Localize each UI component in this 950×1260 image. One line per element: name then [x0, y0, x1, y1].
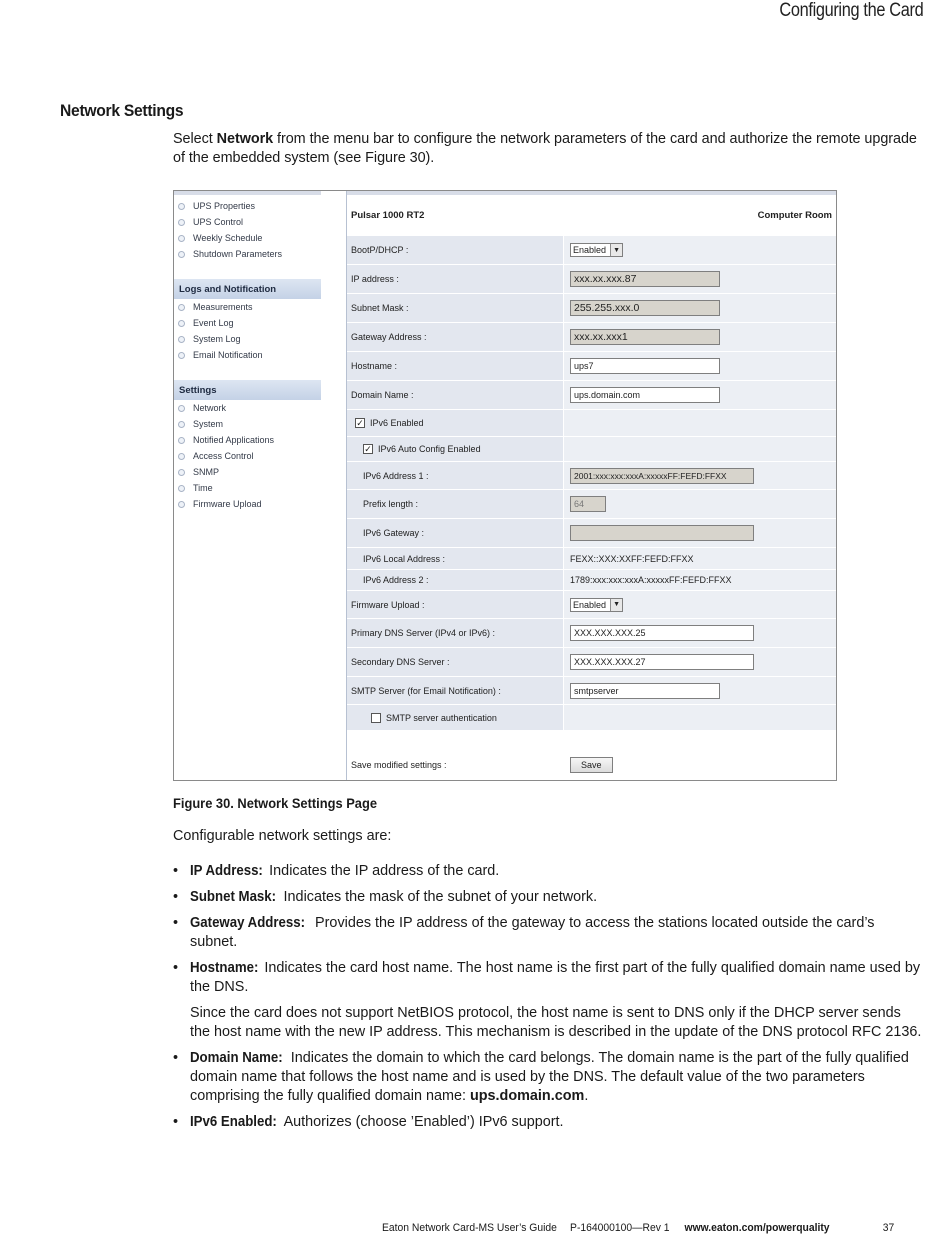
row-ipv6-gateway	[347, 518, 837, 547]
figure-caption: Figure 30. Network Settings Page	[173, 795, 377, 811]
label-primary-dns: Primary DNS Server (IPv4 or IPv6) :	[347, 619, 563, 647]
list-item: • Domain Name: Indicates the domain to which the card belongs. The domain name is the part of the fully qualified domain name that follows the host name and is used by the DNS. The default value of the two parameters comprising the fully qualified domain name: ups.domain.com.	[173, 1050, 909, 1104]
sidebar-item-email-notification[interactable]: Email Notification	[178, 348, 263, 362]
ipv6-gateway-field[interactable]	[570, 525, 754, 541]
bullet-icon	[178, 320, 185, 327]
bullet-icon	[178, 453, 185, 460]
row-gateway	[347, 322, 837, 351]
row-ipv6-address-2	[347, 569, 837, 590]
bullet-icon	[178, 251, 185, 258]
footer-doc-number: P-164000100—Rev 1	[570, 1222, 670, 1234]
bullet-icon	[178, 304, 185, 311]
label-ipv6-enabled: IPv6 Enabled	[370, 418, 424, 428]
network-settings-figure	[173, 190, 837, 781]
sidebar-item-access-control[interactable]: Access Control	[178, 449, 254, 463]
domain-name-field[interactable]: ups.domain.com	[570, 387, 720, 403]
label-ip-address: IP address :	[347, 265, 563, 293]
smtp-server-field[interactable]: smtpserver	[570, 683, 720, 699]
label-secondary-dns: Secondary DNS Server :	[347, 648, 563, 676]
sidebar-item-shutdown-parameters[interactable]: Shutdown Parameters	[178, 247, 282, 261]
row-ipv6-local	[347, 547, 837, 569]
label-subnet-mask: Subnet Mask :	[347, 294, 563, 322]
footer-guide-title: Eaton Network Card-MS User’s Guide	[382, 1222, 557, 1234]
chevron-down-icon: ▼	[610, 599, 622, 611]
label-ipv6-address-2: IPv6 Address 2 :	[347, 570, 563, 590]
bullet-icon	[178, 352, 185, 359]
row-ip-address	[347, 264, 837, 293]
settings-panel	[346, 191, 837, 780]
panel-header	[347, 195, 837, 235]
list-item: • Hostname: Indicates the card host name. The host name is the first part of the fully qualified domain name used by the DNS. Since the card does not support NetBIOS protocol, the host name is sent to DNS only if the DHCP server sends the host name with the new IP address. This mechanism is described in the update of the DNS protocol RFC 2136.	[173, 960, 922, 1040]
secondary-dns-field[interactable]: XXX.XXX.XXX.27	[570, 654, 754, 670]
row-primary-dns	[347, 618, 837, 647]
sidebar-item-system-log[interactable]: System Log	[178, 332, 241, 346]
bullet-icon	[178, 437, 185, 444]
sidebar-item-ups-control[interactable]: UPS Control	[178, 215, 243, 229]
label-firmware-upload: Firmware Upload :	[347, 591, 563, 618]
bullet-icon	[178, 501, 185, 508]
bullet-icon	[178, 469, 185, 476]
device-location: Computer Room	[757, 209, 832, 221]
ipv6-local-value: FEXX::XXX:XXFF:FEFD:FFXX	[564, 548, 837, 569]
sidebar-item-system[interactable]: System	[178, 417, 223, 431]
row-ipv6-address-1	[347, 461, 837, 489]
running-head: Configuring the Card	[779, 0, 923, 21]
sidebar-item-weekly-schedule[interactable]: Weekly Schedule	[178, 231, 262, 245]
row-secondary-dns	[347, 647, 837, 676]
hostname-field[interactable]: ups7	[570, 358, 720, 374]
row-bootp	[347, 235, 837, 264]
label-hostname: Hostname :	[347, 352, 563, 380]
list-item: • IP Address: Indicates the IP address of the card.	[173, 863, 500, 879]
label-smtp-server: SMTP Server (for Email Notification) :	[347, 677, 563, 704]
label-smtp-auth: SMTP server authentication	[386, 712, 497, 723]
row-ipv6-auto	[347, 436, 837, 461]
sidebar-menu	[174, 191, 321, 780]
row-prefix-length	[347, 489, 837, 518]
sidebar-item-time[interactable]: Time	[178, 481, 213, 495]
intro-paragraph: Select Network from the menu bar to configure the network parameters of the card and authorize the remote upgrade of the embedded system (see Figure 30).	[173, 131, 917, 166]
save-button[interactable]: Save	[570, 757, 613, 773]
subnet-mask-field[interactable]: 255.255.xxx.0	[570, 300, 720, 316]
footer-url[interactable]: www.eaton.com/powerquality	[684, 1222, 830, 1234]
bullet-icon	[178, 421, 185, 428]
section-title: Network Settings	[60, 101, 184, 120]
prefix-length-field[interactable]: 64	[570, 496, 606, 512]
lead-sentence: Configurable network settings are:	[173, 828, 392, 844]
settings-bullet-list	[173, 862, 923, 1139]
label-ipv6-auto-config: IPv6 Auto Config Enabled	[378, 444, 481, 454]
bullet-icon	[178, 405, 185, 412]
device-name: Pulsar 1000 RT2	[351, 209, 425, 221]
sidebar-item-notified-applications[interactable]: Notified Applications	[178, 433, 274, 447]
smtp-auth-checkbox[interactable]	[371, 713, 381, 723]
sidebar-item-network[interactable]: Network	[178, 401, 226, 415]
row-hostname	[347, 351, 837, 380]
ipv6-enabled-checkbox[interactable]: ✓	[356, 417, 364, 428]
label-ipv6-local: IPv6 Local Address :	[347, 548, 563, 569]
page-footer	[382, 1222, 894, 1234]
bullet-icon	[178, 336, 185, 343]
row-firmware-upload	[347, 590, 837, 618]
list-item: • IPv6 Enabled: Authorizes (choose ’Enabled’) IPv6 support.	[173, 1114, 564, 1130]
bullet-icon	[178, 219, 185, 226]
sidebar-item-snmp[interactable]: SNMP	[178, 465, 219, 479]
label-ipv6-address-1: IPv6 Address 1 :	[347, 462, 563, 489]
ipv6-address-2-value: 1789:xxx:xxx:xxxA:xxxxxFF:FEFD:FFXX	[564, 570, 837, 590]
sidebar-item-measurements[interactable]: Measurements	[178, 300, 253, 314]
sidebar-item-event-log[interactable]: Event Log	[178, 316, 234, 330]
row-smtp-auth	[347, 704, 837, 730]
label-domain-name: Domain Name :	[347, 381, 563, 409]
chevron-down-icon: ▼	[610, 244, 622, 256]
page-number: 37	[882, 1222, 895, 1234]
row-save	[347, 751, 837, 777]
bullet-icon	[178, 485, 185, 492]
row-domain-name	[347, 380, 837, 409]
list-item: • Gateway Address: Provides the IP address of the gateway to access the stations located outside the card’s subnet.	[173, 915, 875, 950]
gateway-address-field[interactable]: xxx.xx.xxx1	[570, 329, 720, 345]
primary-dns-field[interactable]: XXX.XXX.XXX.25	[570, 625, 754, 641]
row-subnet-mask	[347, 293, 837, 322]
list-item: • Subnet Mask: Indicates the mask of the subnet of your network.	[173, 889, 598, 905]
ipv6-auto-config-checkbox[interactable]: ✓	[364, 443, 372, 454]
sidebar-heading-logs: Logs and Notification	[174, 279, 321, 299]
ipv6-address-1-field[interactable]: 2001:xxx:xxx:xxxA:xxxxxFF:FEFD:FFXX	[570, 468, 754, 484]
firmware-upload-select[interactable]: Enabled ▼	[570, 598, 623, 612]
bullet-icon	[178, 203, 185, 210]
label-bootp: BootP/DHCP :	[347, 236, 563, 264]
label-prefix-length: Prefix length :	[347, 490, 563, 518]
label-gateway: Gateway Address :	[347, 323, 563, 351]
ip-address-field[interactable]: xxx.xx.xxx.87	[570, 271, 720, 287]
label-save-settings: Save modified settings :	[347, 752, 563, 777]
row-smtp-server	[347, 676, 837, 704]
sidebar-heading-settings: Settings	[174, 380, 321, 400]
hostname-note: Since the card does not support NetBIOS protocol, the host name is sent to DNS only if the DHCP server sends the host name with the new IP address. This mechanism is described in the update of the DNS protocol RFC 2136.	[190, 1005, 922, 1040]
bootp-select[interactable]: Enabled ▼	[570, 243, 623, 257]
row-ipv6-enabled	[347, 409, 837, 436]
bullet-icon	[178, 235, 185, 242]
sidebar-item-ups-properties[interactable]: UPS Properties	[178, 199, 255, 213]
sidebar-item-firmware-upload[interactable]: Firmware Upload	[178, 497, 262, 511]
label-ipv6-gateway: IPv6 Gateway :	[347, 519, 563, 547]
